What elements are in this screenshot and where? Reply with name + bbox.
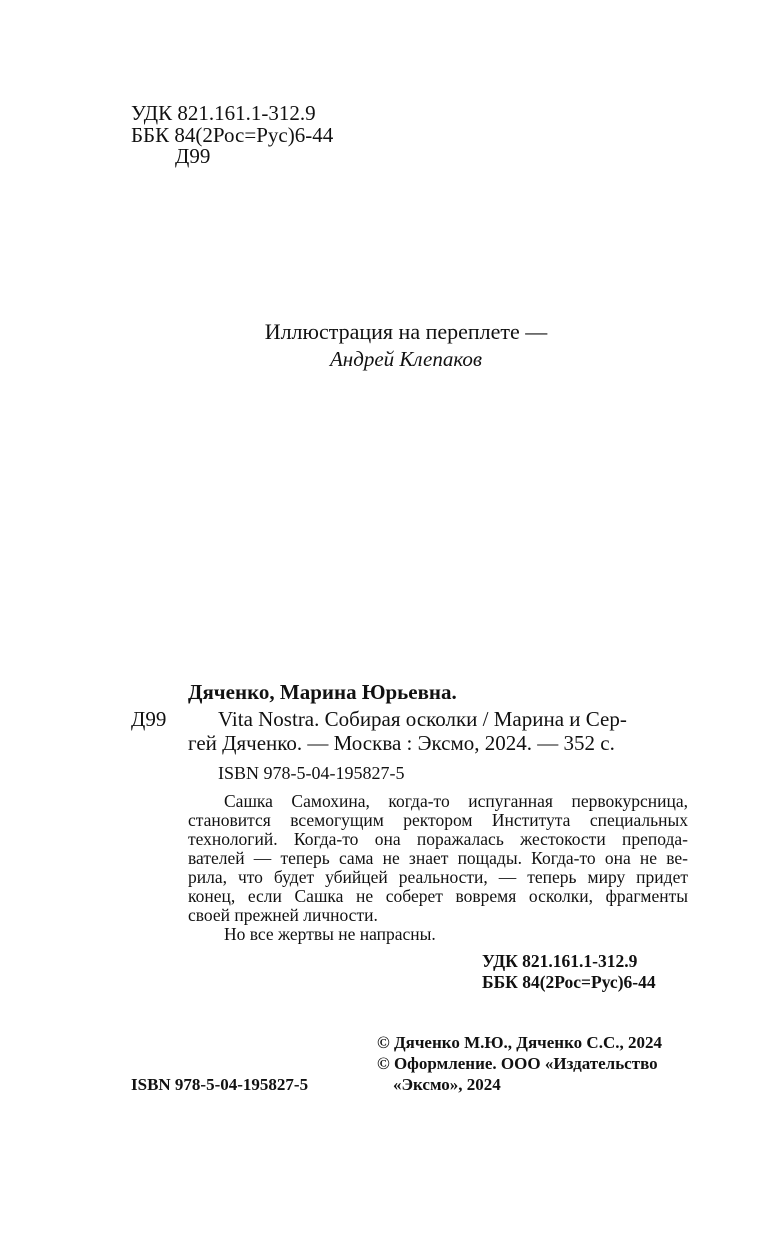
- annotation-line: становится всемогущим ректором Института специальных: [188, 810, 688, 830]
- annotation-line: технологий. Когда-то она поражалась жестокости препода-: [188, 829, 688, 849]
- illustration-artist: Андрей Клепаков: [329, 347, 483, 371]
- illustration-caption: Иллюстрация на переплете —: [264, 319, 548, 344]
- copyright-authors: © Дяченко М.Ю., Дяченко С.С., 2024: [377, 1033, 662, 1052]
- annotation-line: вателей — теперь сама не знает пощады. Когда-то она не ве-: [188, 848, 688, 868]
- card-isbn: ISBN 978-5-04-195827-5: [218, 763, 405, 783]
- annotation-line: рила, что будет убийцей реальности, — теперь миру придет: [188, 867, 688, 887]
- annotation-line: Но все жертвы не напрасны.: [224, 924, 436, 944]
- card-author: Дяченко, Марина Юрьевна.: [188, 680, 457, 704]
- card-bbk-code: ББК 84(2Рос=Рус)6-44: [482, 972, 656, 992]
- top-bbk-code: ББК 84(2Рос=Рус)6-44: [131, 123, 334, 147]
- annotation-line: Сашка Самохина, когда-то испуганная первокурсница,: [224, 791, 688, 811]
- top-udk-code: УДК 821.161.1-312.9: [131, 101, 316, 125]
- card-author-code: Д99: [131, 707, 167, 731]
- top-author-code: Д99: [175, 144, 211, 168]
- card-annotation: [188, 792, 688, 944]
- copyright-design-line-1: © Оформление. ООО «Издательство: [377, 1054, 658, 1073]
- card-title-line-2: гей Дяченко. — Москва : Эксмо, 2024. — 352 с.: [188, 731, 615, 755]
- annotation-line: своей прежней личности.: [188, 905, 378, 925]
- copyright-design-line-2: «Эксмо», 2024: [393, 1075, 501, 1094]
- card-udk-code: УДК 821.161.1-312.9: [482, 951, 638, 971]
- card-title-line-1: Vita Nostra. Собирая осколки / Марина и Сер-: [218, 707, 627, 731]
- imprint-isbn: ISBN 978-5-04-195827-5: [131, 1075, 309, 1094]
- annotation-line: конец, если Сашка не соберет вовремя осколки, фрагменты: [188, 886, 688, 906]
